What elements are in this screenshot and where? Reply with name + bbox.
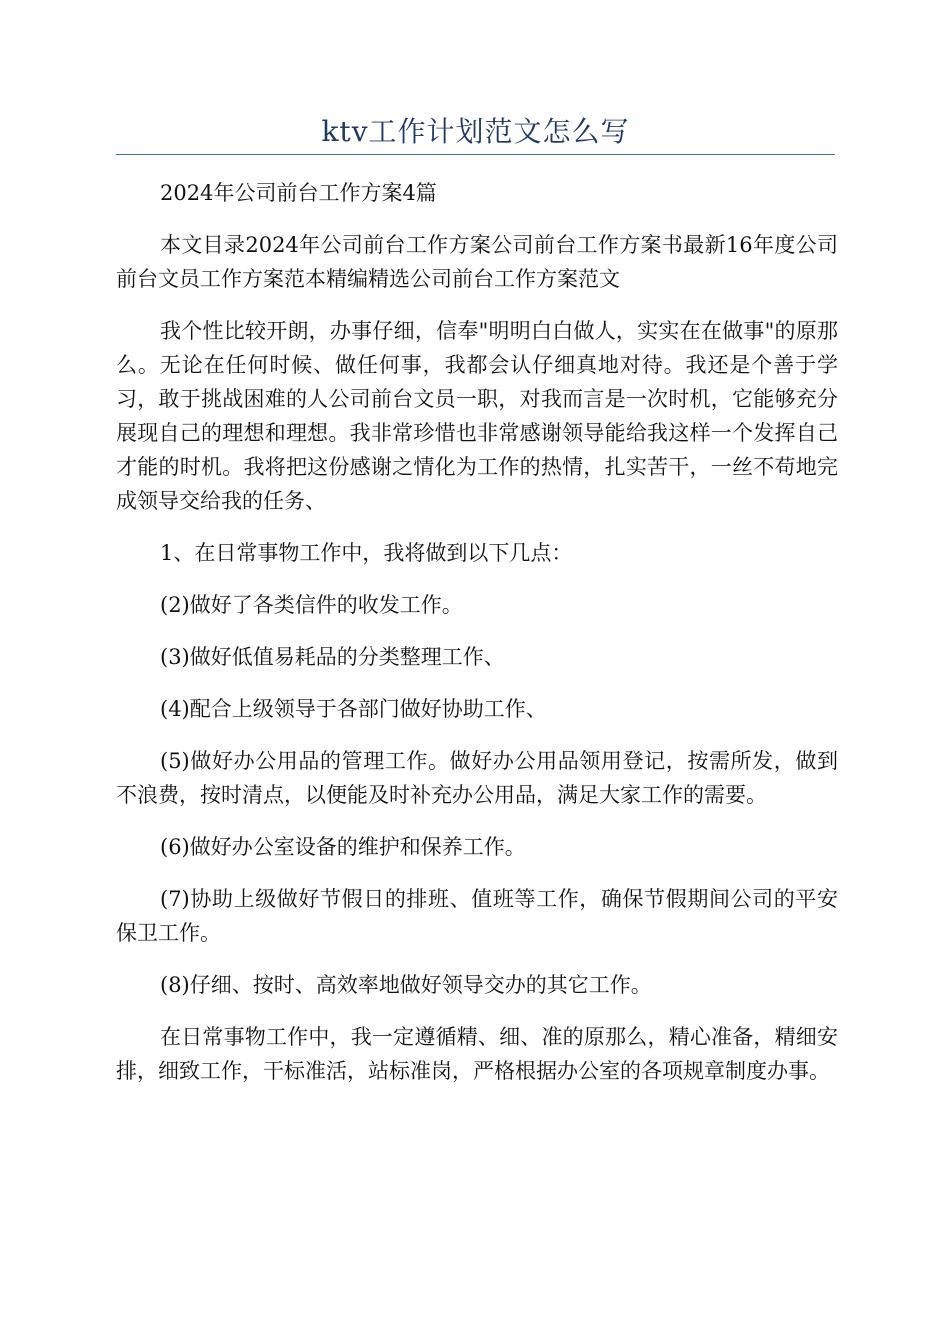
document-title: ktv工作计划范文怎么写 xyxy=(321,115,630,148)
list-item-8: (8)仔细、按时、高效率地做好领导交办的其它工作。 xyxy=(160,973,652,997)
list-item-5: (5)做好办公用品的管理工作。做好办公用品领用登记，按需所发，做到不浪费，按时清点，以便能及时补充办公用品，满足大家工作的需要。 xyxy=(116,749,838,807)
paragraph-subtitle: 2024年公司前台工作方案4篇 xyxy=(160,181,437,205)
paragraph-conclusion: 在日常事物工作中，我一定遵循精、细、准的原那么，精心准备，精细安排，细致工作，干标准活，站标准岗，严格根据办公室的各项规章制度办事。 xyxy=(116,1025,838,1083)
list-item-4: (4)配合上级领导于各部门做好协助工作、 xyxy=(160,697,547,721)
list-item-2: (2)做好了各类信件的收发工作。 xyxy=(160,593,463,617)
list-item-7: (7)协助上级做好节假日的排班、值班等工作，确保节假期间公司的平安保卫工作。 xyxy=(116,887,838,945)
document-body xyxy=(116,176,838,1106)
title-underline xyxy=(116,154,835,155)
paragraph-intro: 我个性比较开朗，办事仔细，信奉"明明白白做人，实实在在做事"的原那么。无论在任何时候、做任何事，我都会认仔细真地对待。我还是个善于学习，敢于挑战困难的人公司前台文员一职，对我而言是一次时机，它能够充分展现自己的理想和理想。我非常珍惜也非常感谢领导能给我这样一个发挥自己才能的时机。我将把这份感谢之情化为工作的热情，扎实苦干，一丝不苟地完成领导交给我的任务、 xyxy=(116,319,838,513)
paragraph-table-of-contents: 本文目录2024年公司前台工作方案公司前台工作方案书最新16年度公司前台文员工作方案范本精编精选公司前台工作方案范文 xyxy=(116,233,838,291)
paragraph-list-heading: 1、在日常事物工作中，我将做到以下几点： xyxy=(160,541,573,565)
list-item-3: (3)做好低值易耗品的分类整理工作、 xyxy=(160,645,505,669)
list-item-6: (6)做好办公室设备的维护和保养工作。 xyxy=(160,835,526,859)
